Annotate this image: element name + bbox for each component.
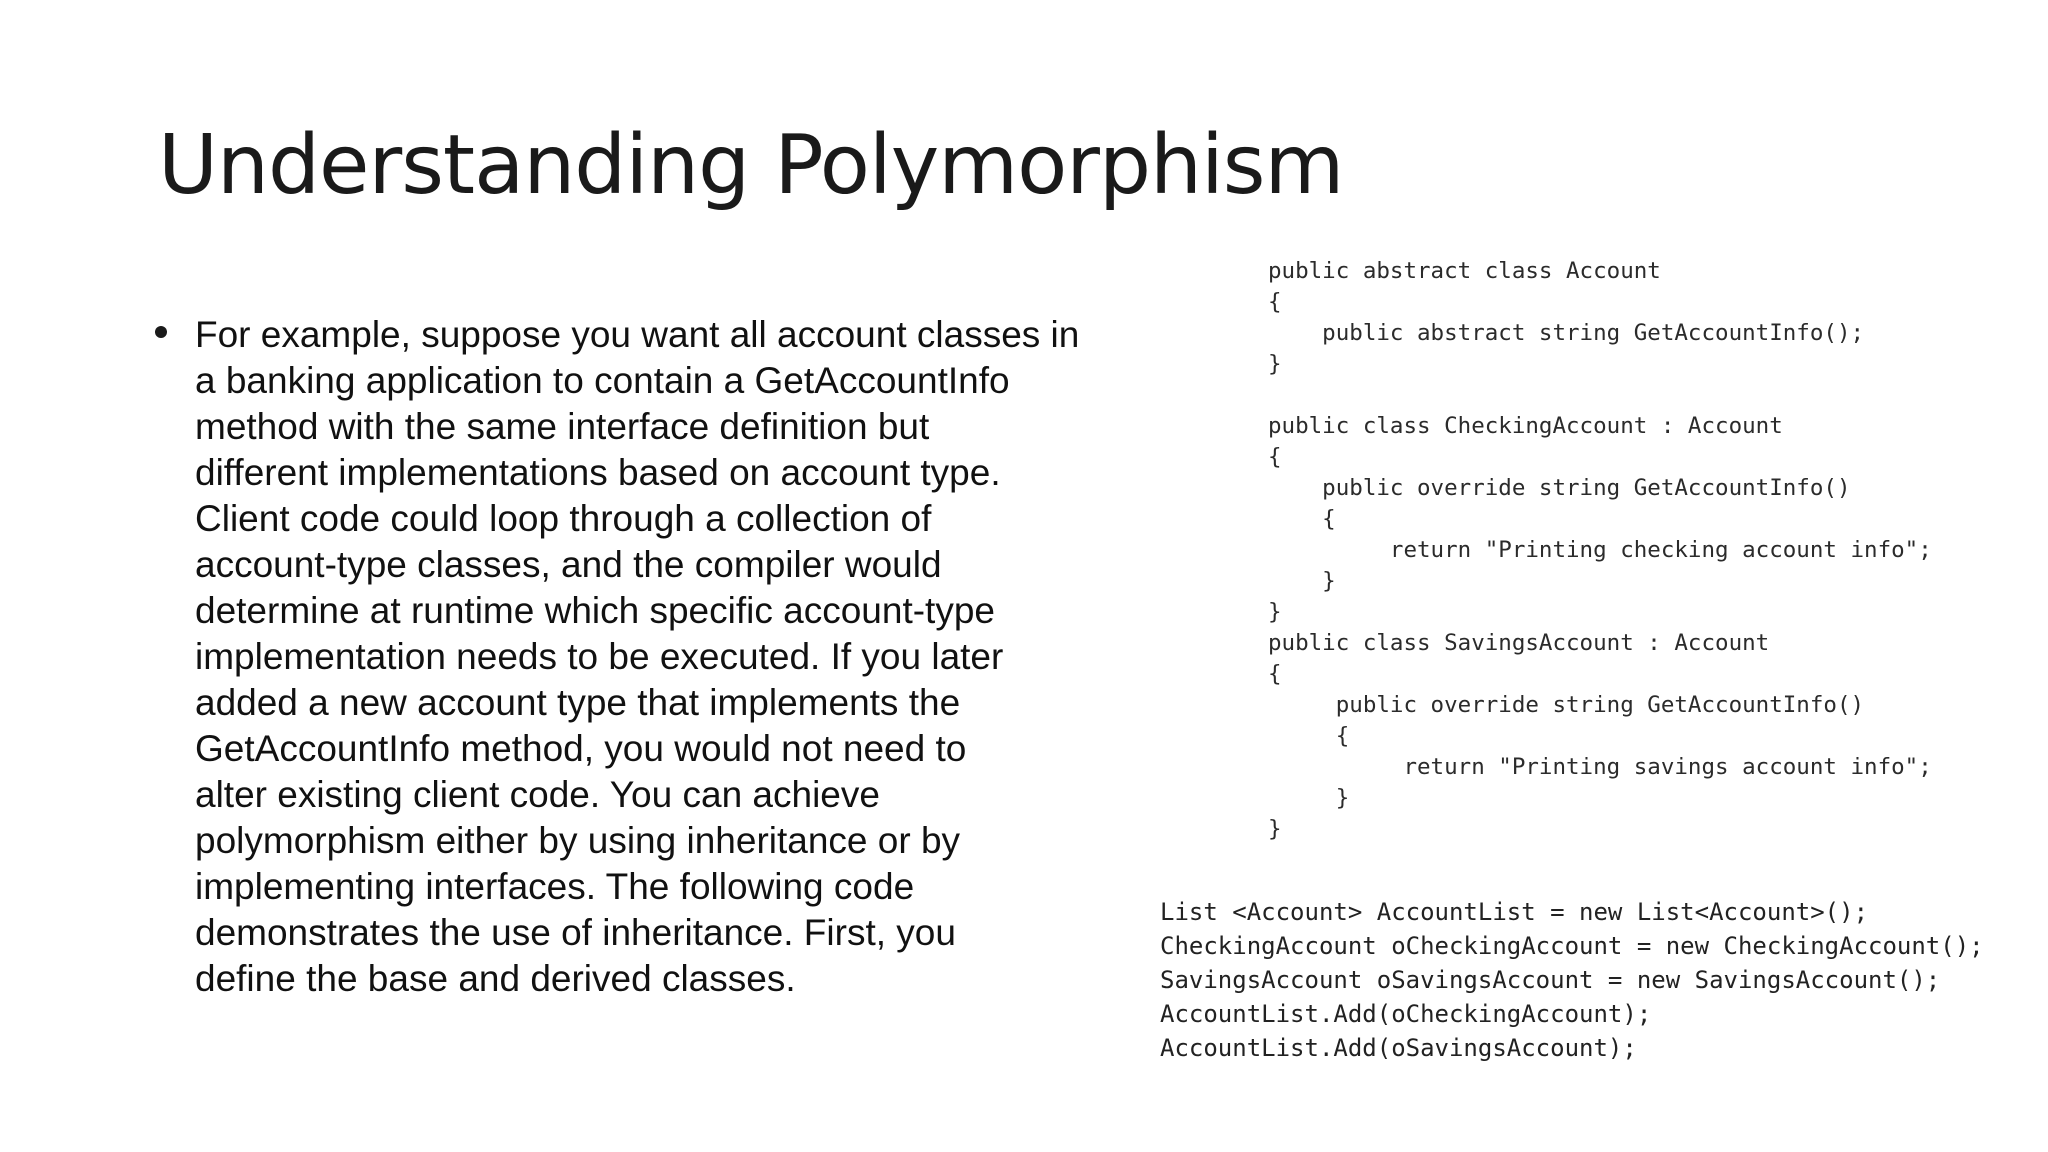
code-line: public abstract class Account bbox=[1268, 258, 1661, 284]
bullet-text-line: different implementations based on account type. bbox=[195, 452, 1001, 493]
code-line: public override string GetAccountInfo() bbox=[1268, 692, 1865, 718]
code-screenshot bbox=[1150, 250, 1984, 1152]
bullet-text-line: determine at runtime which specific account-type bbox=[195, 590, 995, 631]
code-line: { bbox=[1268, 444, 1282, 470]
bullet-list bbox=[150, 312, 1130, 1002]
slide-title: Understanding Polymorphism bbox=[158, 118, 1344, 213]
code-line: { bbox=[1268, 506, 1336, 532]
bullet-text-line: account-type classes, and the compiler would bbox=[195, 544, 942, 585]
code-line: return "Printing savings account info"; bbox=[1268, 754, 1932, 780]
bullet-text-line: alter existing client code. You can achieve bbox=[195, 774, 880, 815]
bullet-text-line: a banking application to contain a GetAccountInfo bbox=[195, 360, 1010, 401]
bullet-text-line: implementing interfaces. The following code bbox=[195, 866, 915, 907]
bullet-text-line: GetAccountInfo method, you would not need to bbox=[195, 728, 967, 769]
code-block-usage bbox=[1160, 895, 1984, 1065]
code-line: { bbox=[1268, 661, 1282, 687]
bullet-text-line: define the base and derived classes. bbox=[195, 958, 796, 999]
code-line: } bbox=[1268, 599, 1282, 625]
code-line: } bbox=[1268, 785, 1350, 811]
code-line: AccountList.Add(oSavingsAccount); bbox=[1160, 1034, 1637, 1062]
code-line: public class SavingsAccount : Account bbox=[1268, 630, 1770, 656]
code-line: AccountList.Add(oCheckingAccount); bbox=[1160, 1000, 1652, 1028]
bullet-dot-icon bbox=[155, 326, 167, 338]
code-line: } bbox=[1268, 351, 1282, 377]
bullet-text-line: For example, suppose you want all account classes in bbox=[195, 314, 1080, 355]
bullet-text-line: added a new account type that implements the bbox=[195, 682, 961, 723]
bullet-text-line: demonstrates the use of inheritance. First, you bbox=[195, 912, 956, 953]
code-line: } bbox=[1268, 816, 1282, 842]
bullet-text-line: implementation needs to be executed. If you later bbox=[195, 636, 1004, 677]
code-line: SavingsAccount oSavingsAccount = new SavingsAccount(); bbox=[1160, 966, 1941, 994]
code-line bbox=[1268, 380, 1932, 411]
code-line: public class CheckingAccount : Account bbox=[1268, 413, 1783, 439]
code-line: } bbox=[1268, 568, 1336, 594]
bullet-text-line: method with the same interface definition but bbox=[195, 406, 930, 447]
code-line: { bbox=[1268, 289, 1282, 315]
bullet-text-line: polymorphism either by using inheritance or by bbox=[195, 820, 961, 861]
bullet-item bbox=[150, 312, 1130, 1002]
code-line: { bbox=[1268, 723, 1350, 749]
code-line: public override string GetAccountInfo() bbox=[1268, 475, 1851, 501]
code-line: public abstract string GetAccountInfo(); bbox=[1268, 320, 1865, 346]
code-block-classes bbox=[1268, 256, 1932, 845]
bullet-text-line: Client code could loop through a collection of bbox=[195, 498, 932, 539]
code-line: List <Account> AccountList = new List<Account>(); bbox=[1160, 898, 1869, 926]
code-line: CheckingAccount oCheckingAccount = new CheckingAccount(); bbox=[1160, 932, 1984, 960]
code-line: return "Printing checking account info"; bbox=[1268, 537, 1932, 563]
